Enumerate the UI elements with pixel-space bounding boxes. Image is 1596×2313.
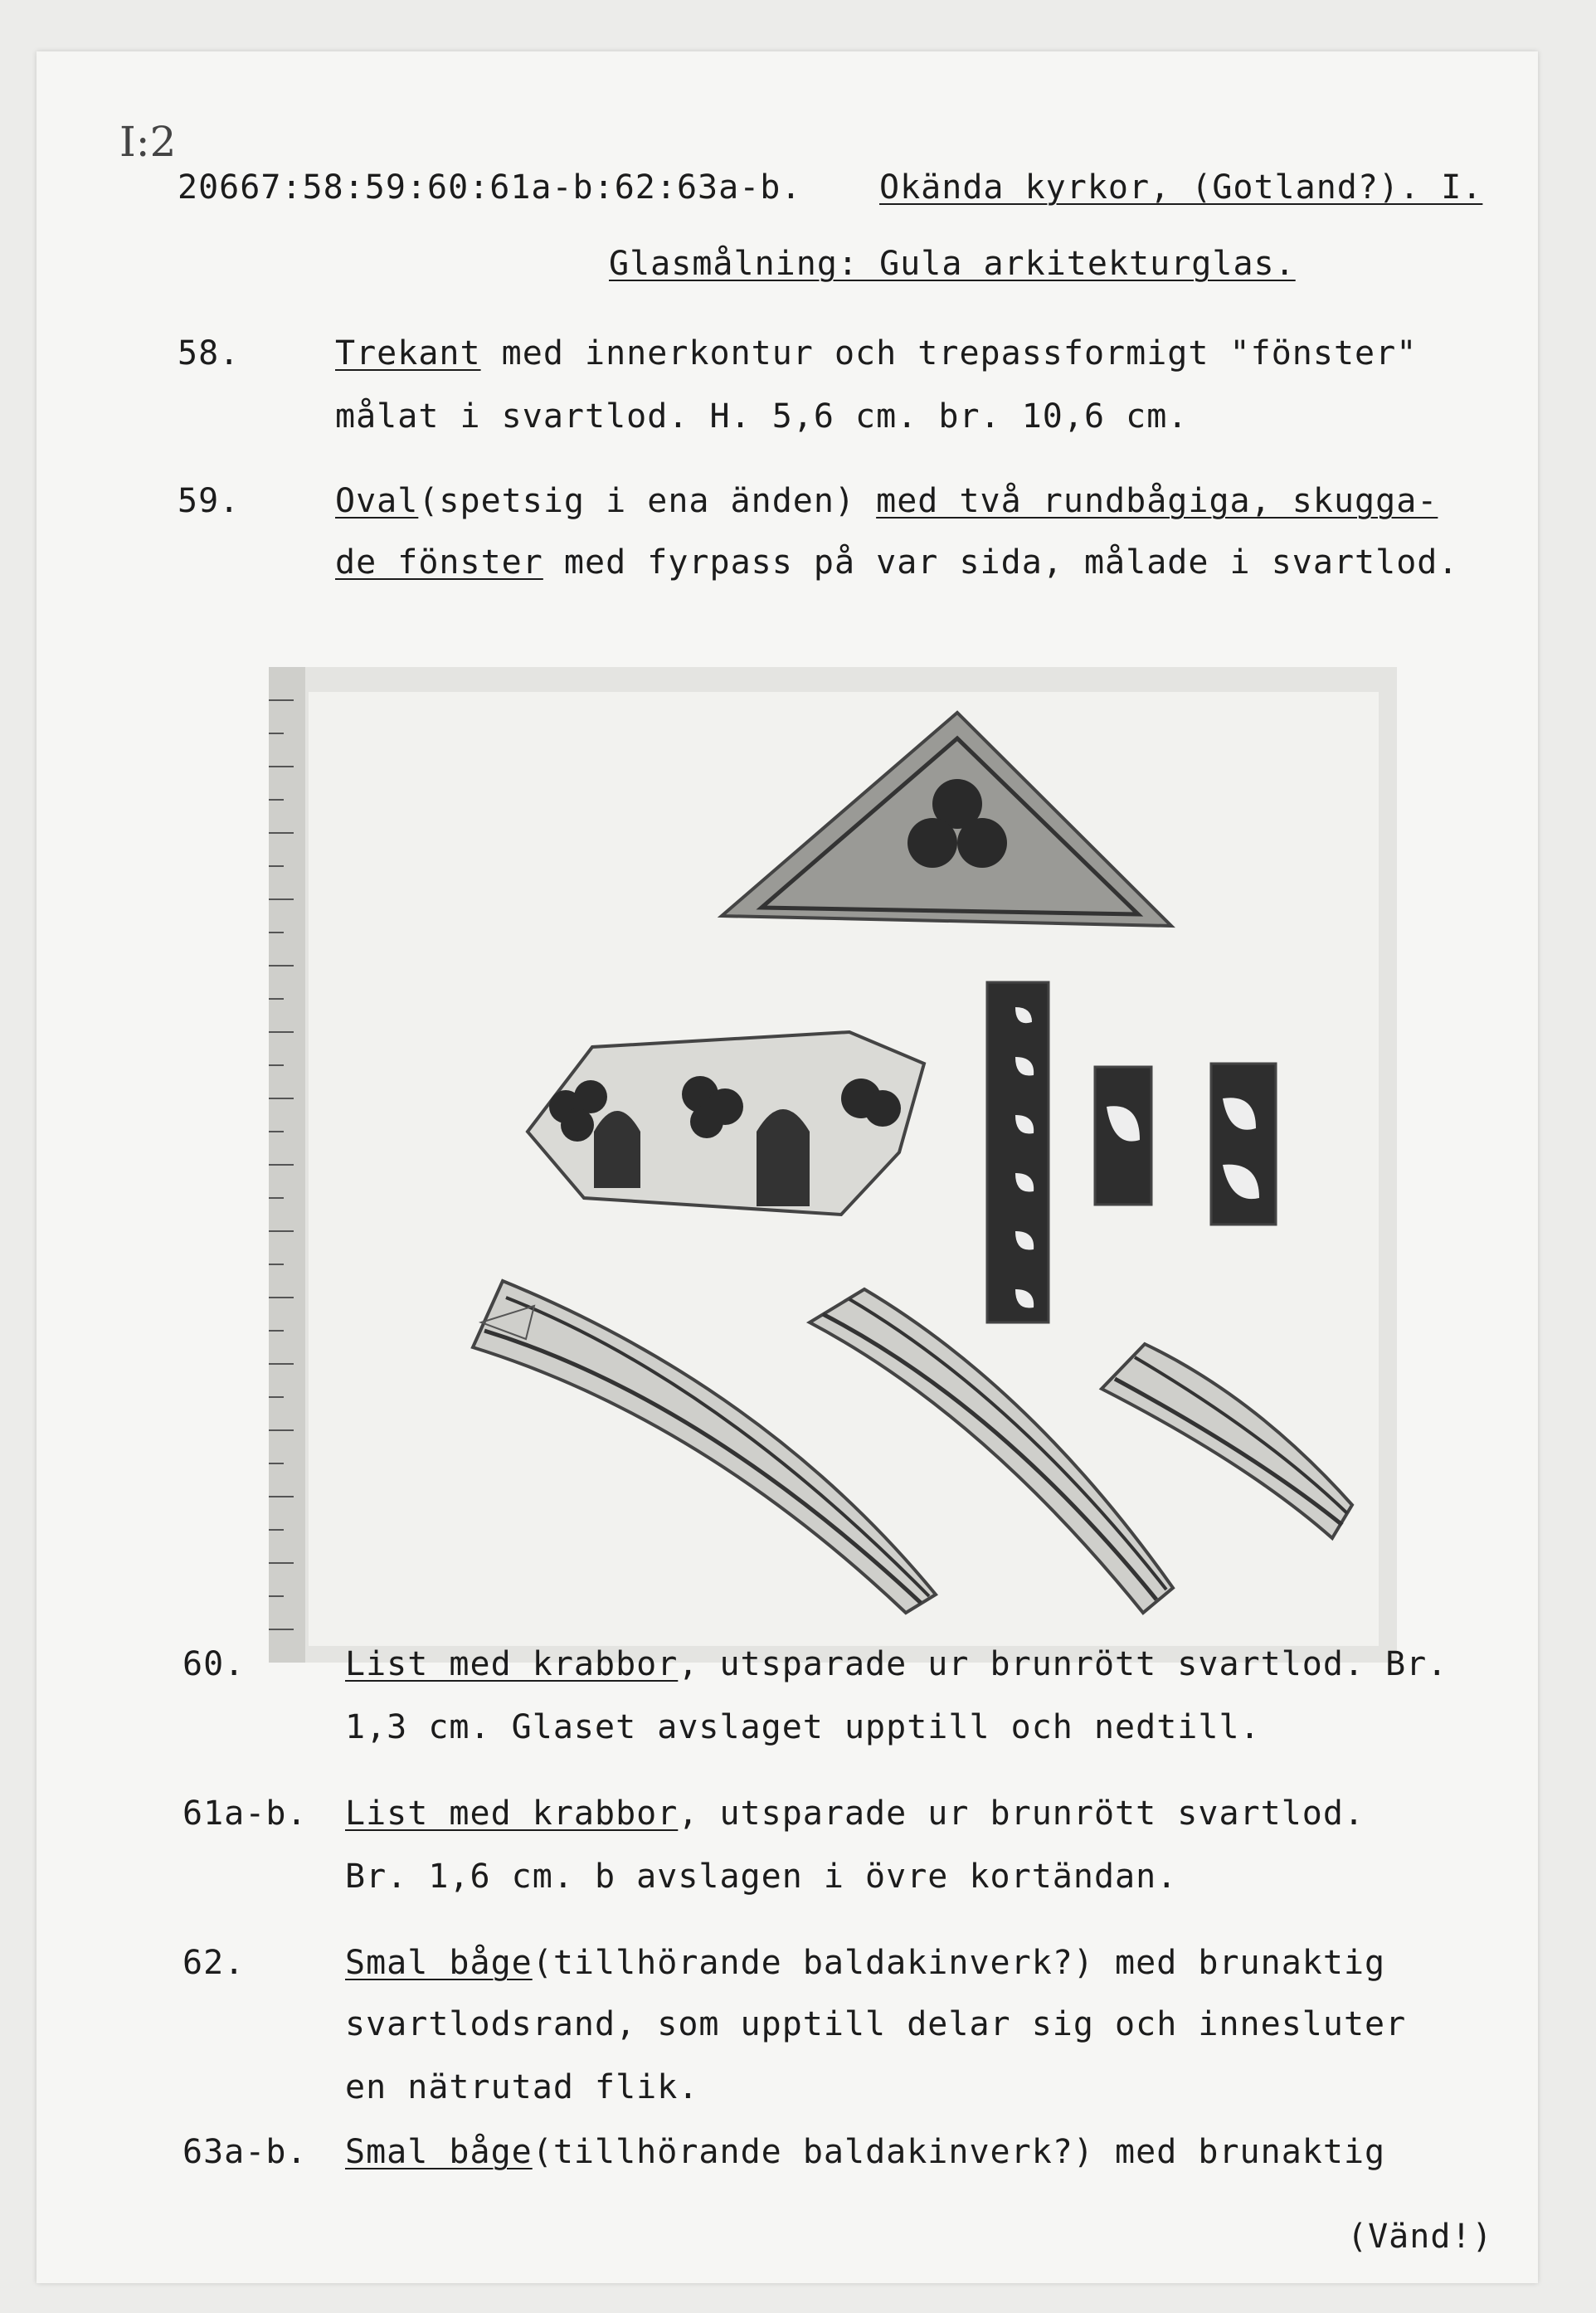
- entry-number: 59.: [178, 482, 241, 520]
- entry-term: de fönster: [335, 543, 543, 582]
- entry-number: 61a-b.: [182, 1794, 308, 1833]
- entry-line: [335, 543, 1458, 582]
- entry-term: Oval: [335, 482, 419, 520]
- entry-term: List med krabbor: [345, 1645, 679, 1683]
- entry-line: Br. 1,6 cm. b avslagen i övre kortändan.: [345, 1858, 1178, 1896]
- entry-text: (tillhörande baldakinverk?) med brunaktig: [532, 1944, 1386, 1982]
- entry-line: [335, 481, 1438, 521]
- photo-illustration: [269, 667, 1397, 1663]
- strip-fragment-61b: [1211, 1064, 1276, 1225]
- entry-number: 63a-b.: [182, 2133, 308, 2171]
- entry-term: List med krabbor: [345, 1794, 679, 1833]
- corner-mark: I:2: [119, 118, 177, 166]
- catalog-number: 20667:58:59:60:61a-b:62:63a-b.: [178, 168, 802, 207]
- entry-number: 58.: [178, 334, 241, 373]
- entry-text: (spetsig i ena änden): [418, 482, 877, 520]
- entry-line: [335, 334, 1417, 373]
- location-heading: Okända kyrkor, (Gotland?). I.: [879, 168, 1483, 207]
- entry-term: Trekant: [335, 334, 481, 373]
- entry-line: [345, 2132, 1385, 2172]
- turn-over-note: (Vänd!): [1347, 2218, 1493, 2256]
- entry-text: , utsparade ur brunrött svartlod. Br.: [678, 1645, 1448, 1683]
- entry-line: målat i svartlod. H. 5,6 cm. br. 10,6 cm.: [335, 397, 1189, 436]
- oval-fragment: [528, 1032, 924, 1215]
- entry-term: Smal båge: [345, 1944, 533, 1982]
- strip-fragment-60: [987, 982, 1049, 1322]
- entry-term: med två rundbågiga, skugga-: [876, 482, 1438, 520]
- strip-fragment-61a: [1095, 1067, 1151, 1205]
- entry-line: [345, 1644, 1448, 1684]
- entry-line: [345, 1794, 1365, 1833]
- entry-text: med fyrpass på var sida, målade i svartlod.: [543, 543, 1459, 582]
- entry-line: [345, 1943, 1385, 1983]
- entry-line: 1,3 cm. Glaset avslaget upptill och nedtill.: [345, 1708, 1261, 1746]
- subtitle-heading: Glasmålning: Gula arkitekturglas.: [609, 245, 1296, 283]
- entry-text: med innerkontur och trepassformigt "fönster": [480, 334, 1418, 373]
- entry-number: 60.: [182, 1645, 246, 1683]
- entry-text: (tillhörande baldakinverk?) med brunaktig: [532, 2133, 1386, 2171]
- entry-number: 62.: [182, 1944, 246, 1982]
- entry-term: Smal båge: [345, 2133, 533, 2171]
- entry-line: en nätrutad flik.: [345, 2068, 699, 2106]
- entry-text: , utsparade ur brunrött svartlod.: [678, 1794, 1365, 1833]
- entry-line: svartlodsrand, som upptill delar sig och innesluter: [345, 2005, 1407, 2043]
- glass-fragments-photo: [269, 667, 1397, 1663]
- catalog-card: [36, 51, 1538, 2283]
